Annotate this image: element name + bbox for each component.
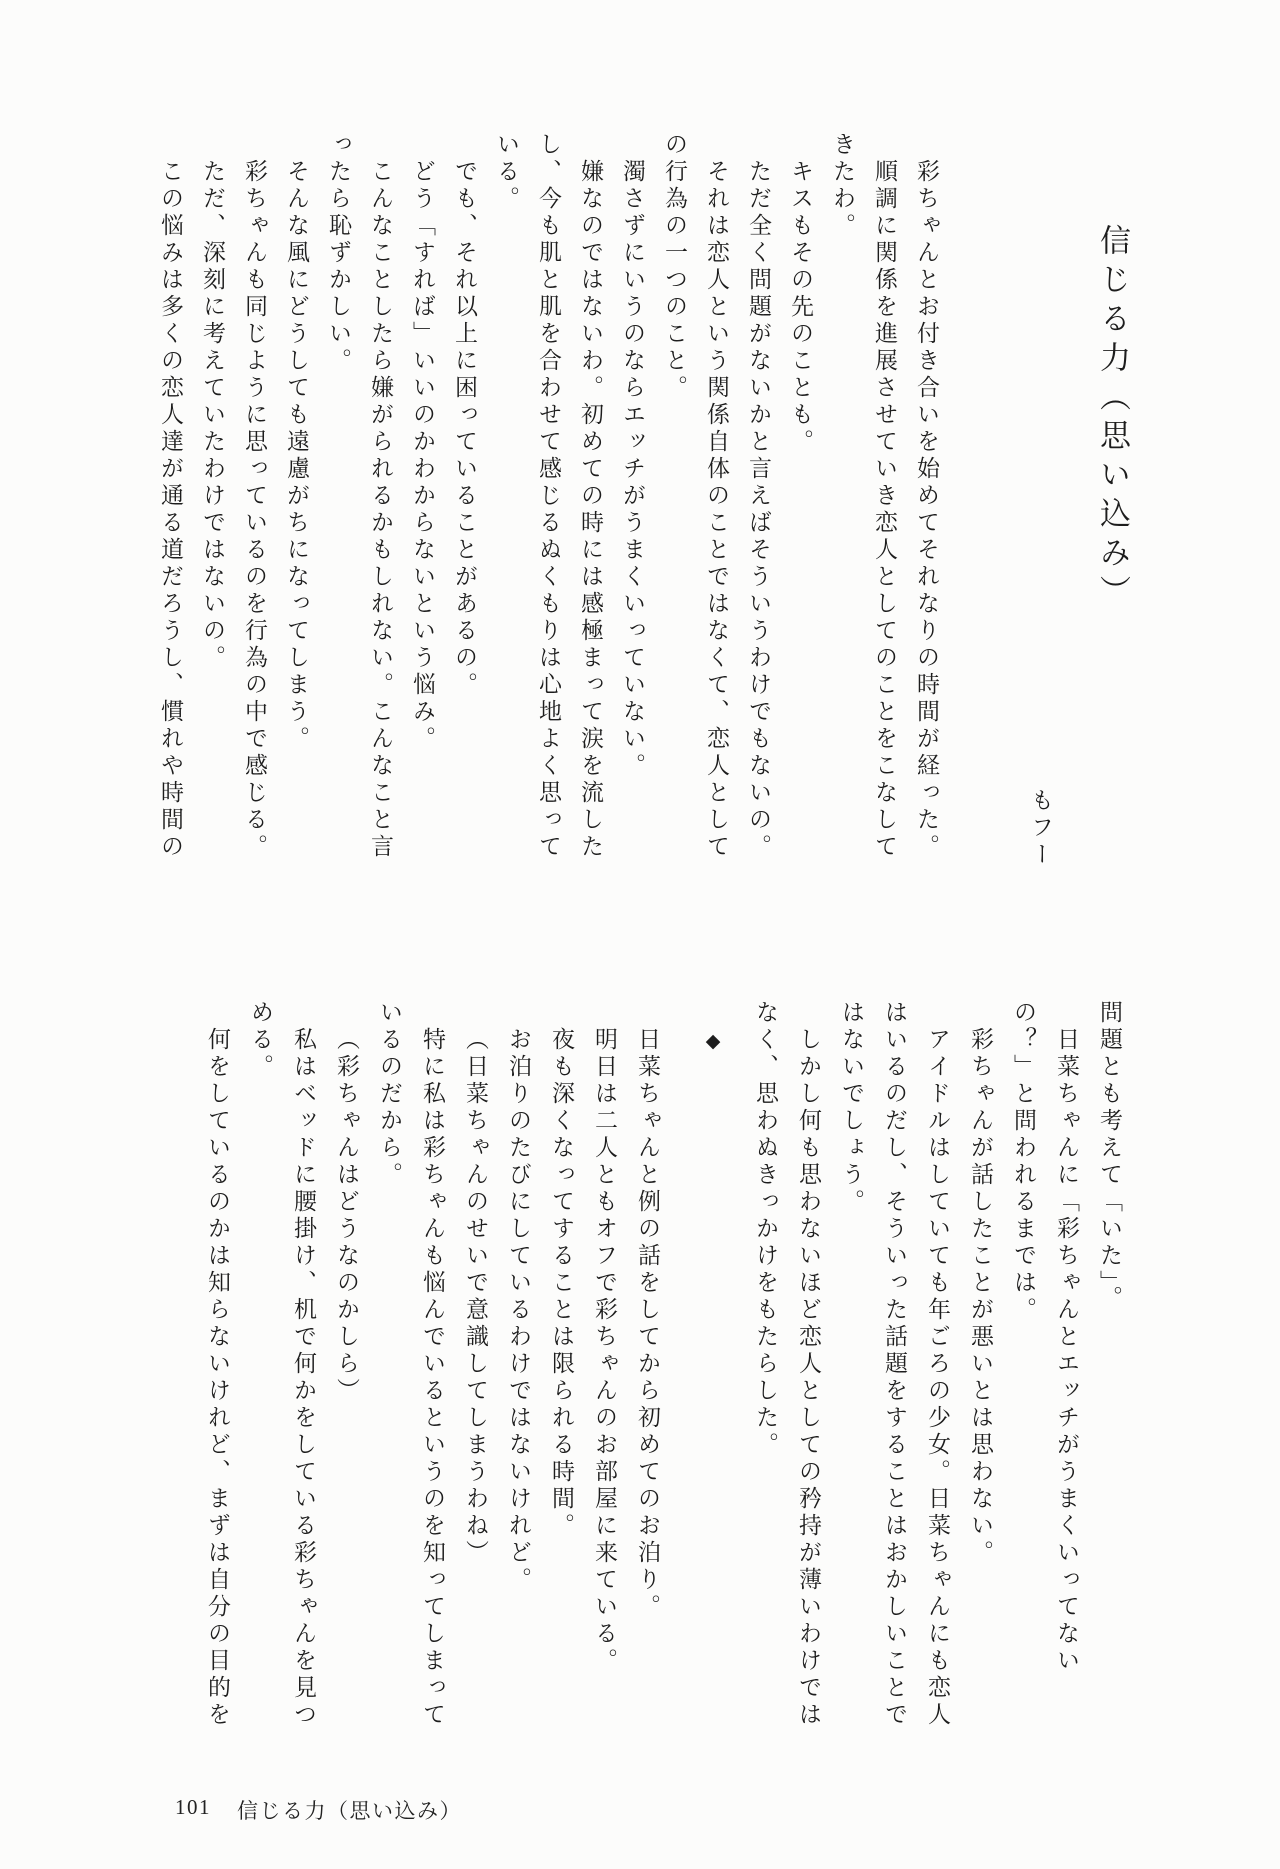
text-line: はいるのだし、そういった話題をすることはおかしいことで	[882, 1000, 907, 1729]
text-line: しかし何も思わないほど恋人としての矜持が薄いわけでは	[796, 1027, 821, 1729]
text-line: 濁さずにいうのならエッチがうまくいっていない。	[620, 159, 645, 780]
text-line: いる。	[494, 132, 519, 213]
text-line: ただ、深刻に考えていたわけではないの。	[200, 159, 225, 672]
text-line: める。	[248, 1000, 273, 1081]
text-line: ったら恥ずかしい。	[326, 132, 351, 375]
text-line: 日菜ちゃんに「彩ちゃんとエッチがうまくいってない	[1054, 1027, 1079, 1675]
text-line: （日菜ちゃんのせいで意識してしまうわね）	[463, 1027, 488, 1567]
text-line: ただ全く問題がないかと言えばそういうわけでもないの。	[746, 159, 771, 861]
text-line: 明日は二人ともオフで彩ちゃんのお部屋に来ている。	[592, 1027, 617, 1675]
page-title: 信じる力（思い込み）	[1095, 224, 1130, 614]
text-line: どう「すれば」いいのかわからないという悩み。	[410, 159, 435, 753]
text-line: 私はベッドに腰掛け、机で何かをしている彩ちゃんを見つ	[291, 1027, 316, 1729]
text-line: し、今も肌と肌を合わせて感じるぬくもりは心地よく思って	[536, 132, 561, 861]
text-line: 日菜ちゃんと例の話をしてから初めてのお泊り。	[635, 1027, 660, 1621]
footer-title: 信じる力（思い込み）	[237, 1799, 462, 1823]
text-line: キスもその先のことも。	[788, 159, 813, 456]
text-line: なく、思わぬきっかけをもたらした。	[753, 1000, 778, 1459]
text-line: 特に私は彩ちゃんも悩んでいるというのを知ってしまって	[420, 1027, 445, 1729]
text-line: 問題とも考えて「いた」。	[1097, 1000, 1122, 1313]
top-text-block	[145, 132, 1135, 869]
text-line: 彩ちゃんが話したことが悪いとは思わない。	[968, 1027, 993, 1567]
text-line: はないでしょう。	[839, 1000, 864, 1216]
text-line: 順調に関係を進展させていき恋人としてのことをこなして	[872, 159, 897, 861]
text-line: 嫌なのではないわ。初めての時には感極まって涙を流した	[578, 159, 603, 861]
text-line: の？」と問われるまでは。	[1011, 1000, 1036, 1324]
text-line: お泊りのたびにしているわけではないけれど。	[506, 1027, 531, 1594]
text-line: それは恋人という関係自体のことではなくて、恋人として	[704, 159, 729, 861]
text-line: 彩ちゃんとお付き合いを始めてそれなりの時間が経った。	[914, 159, 939, 861]
text-line: 彩ちゃんも同じように思っているのを行為の中で感じる。	[242, 159, 267, 861]
text-line: この悩みは多くの恋人達が通る道だろうし、慣れや時間の	[158, 159, 183, 861]
text-line: 夜も深くなってすることは限られる時間。	[549, 1027, 574, 1540]
page-footer	[175, 1795, 462, 1825]
page-number: 101	[175, 1795, 211, 1819]
text-line: こんなことしたら嫌がられるかもしれない。こんなこと言	[368, 159, 393, 861]
text-line: 何をしているのかは知らないけれど、まずは自分の目的を	[205, 1027, 230, 1729]
author-name: もフー	[1028, 788, 1053, 869]
text-line: （彩ちゃんはどうなのかしら）	[334, 1027, 359, 1405]
section-divider-diamond: ◆	[702, 1030, 723, 1056]
text-line: そんな風にどうしても遠慮がちになってしまう。	[284, 159, 309, 753]
bottom-text-block	[191, 1000, 1126, 1732]
text-line: きたわ。	[830, 132, 855, 240]
text-line: でも、それ以上に困っていることがあるの。	[452, 159, 477, 699]
text-line: いるのだから。	[377, 1000, 402, 1189]
text-line: アイドルはしていても年ごろの少女。日菜ちゃんにも恋人	[925, 1027, 950, 1729]
text-line: の行為の一つのこと。	[662, 132, 687, 402]
top-block-body	[145, 132, 943, 864]
